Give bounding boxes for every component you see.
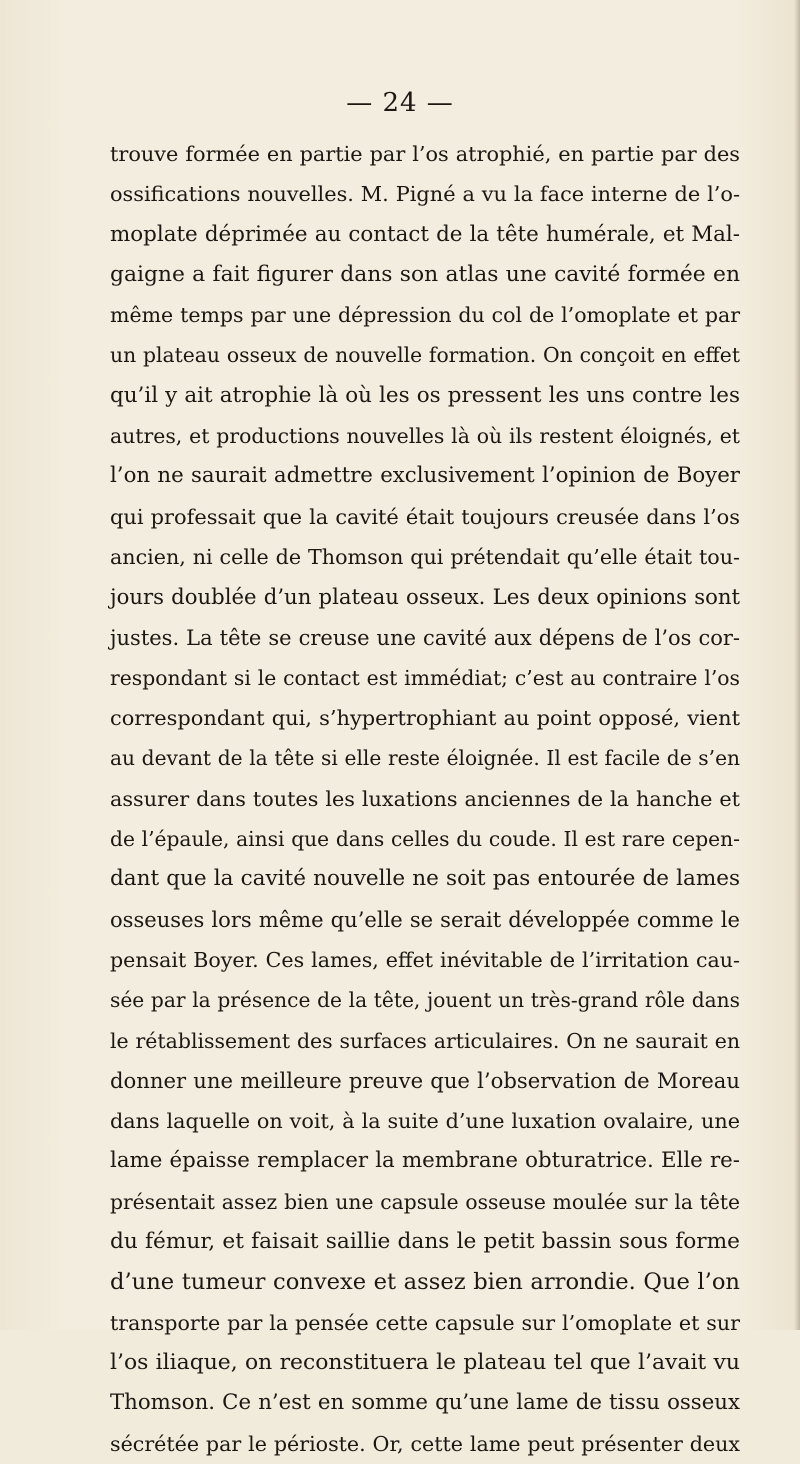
text-line: le rétablissement des surfaces articulaires. On ne saurait en — [110, 1028, 740, 1053]
text-line: assurer dans toutes les luxations anciennes de la hanche et — [110, 786, 740, 811]
text-line: sécrétée par le périoste. Or, cette lame peut présenter deux — [110, 1431, 740, 1456]
text-line: trouve formée en partie par l’os atrophié, en partie par des — [110, 142, 740, 166]
text-line: autres, et productions nouvelles là où ils restent éloignés, et — [110, 424, 740, 449]
text-line: dant que la cavité nouvelle ne soit pas entourée de lames — [110, 866, 740, 892]
text-line: justes. La tête se creuse une cavité aux dépens de l’os cor- — [110, 624, 740, 650]
text-line: même temps par une dépression du col de l’omoplate et par — [110, 303, 740, 328]
text-line: Thomson. Ce n’est en somme qu’une lame de tissu osseux — [110, 1390, 740, 1416]
text-line: dans laquelle on voit, à la suite d’une luxation ovalaire, une — [110, 1109, 740, 1134]
text-line: l’on ne saurait admettre exclusivement l’opinion de Boyer — [110, 463, 740, 489]
text-line: du fémur, et faisait saillie dans le petit bassin sous forme — [110, 1229, 740, 1255]
text-line: transporte par la pensée cette capsule sur l’omoplate et sur — [110, 1310, 740, 1335]
text-line: un plateau osseux de nouvelle formation. On conçoit en effet — [110, 343, 740, 368]
text-line: correspondant qui, s’hypertrophiant au point opposé, vient — [110, 706, 740, 731]
text-line: lame épaisse remplacer la membrane obturatrice. Elle re- — [110, 1148, 740, 1174]
text-line: ancien, ni celle de Thomson qui prétendait qu’elle était tou- — [110, 544, 740, 569]
text-line: sée par la présence de la tête, jouent un très-grand rôle dans — [110, 988, 740, 1013]
text-line: d’une tumeur convexe et assez bien arrondie. Que l’on — [110, 1269, 740, 1296]
text-line: moplate déprimée au contact de la tête humérale, et Mal- — [110, 221, 740, 247]
text-line: donner une meilleure preuve que l’observation de Moreau — [110, 1067, 740, 1093]
text-line: de l’épaule, ainsi que dans celles du coude. Il est rare cepen- — [110, 827, 740, 852]
text-line: l’os iliaque, on reconstituera le plateau tel que l’avait vu — [110, 1349, 740, 1375]
text-line: présentait assez bien une capsule osseuse moulée sur la tête — [110, 1189, 740, 1214]
text-line: qui professait que la cavité était toujours creusée dans l’os — [110, 504, 740, 529]
text-line: qu’il y ait atrophie là où les os pressent les uns contre les — [110, 382, 740, 408]
text-line: jours doublée d’un plateau osseux. Les deux opinions sont — [110, 584, 740, 610]
text-line: ossifications nouvelles. M. Pigné a vu la face interne de l’o- — [110, 182, 740, 207]
text-line: osseuses lors même qu’elle se serait développée comme le — [110, 906, 740, 932]
text-line: gaigne a fait figurer dans son atlas une cavité formée en — [110, 261, 740, 287]
text-line: respondant si le contact est immédiat; c’est au contraire l’os — [110, 665, 740, 690]
text-line: au devant de la tête si elle reste éloignée. Il est facile de s’en — [110, 746, 740, 771]
page-number: — 24 — — [346, 88, 454, 118]
text-line: pensait Boyer. Ces lames, effet inévitable de l’irritation cau- — [110, 947, 740, 972]
body-text — [110, 134, 740, 1464]
page-edge-shadow — [794, 0, 800, 1330]
